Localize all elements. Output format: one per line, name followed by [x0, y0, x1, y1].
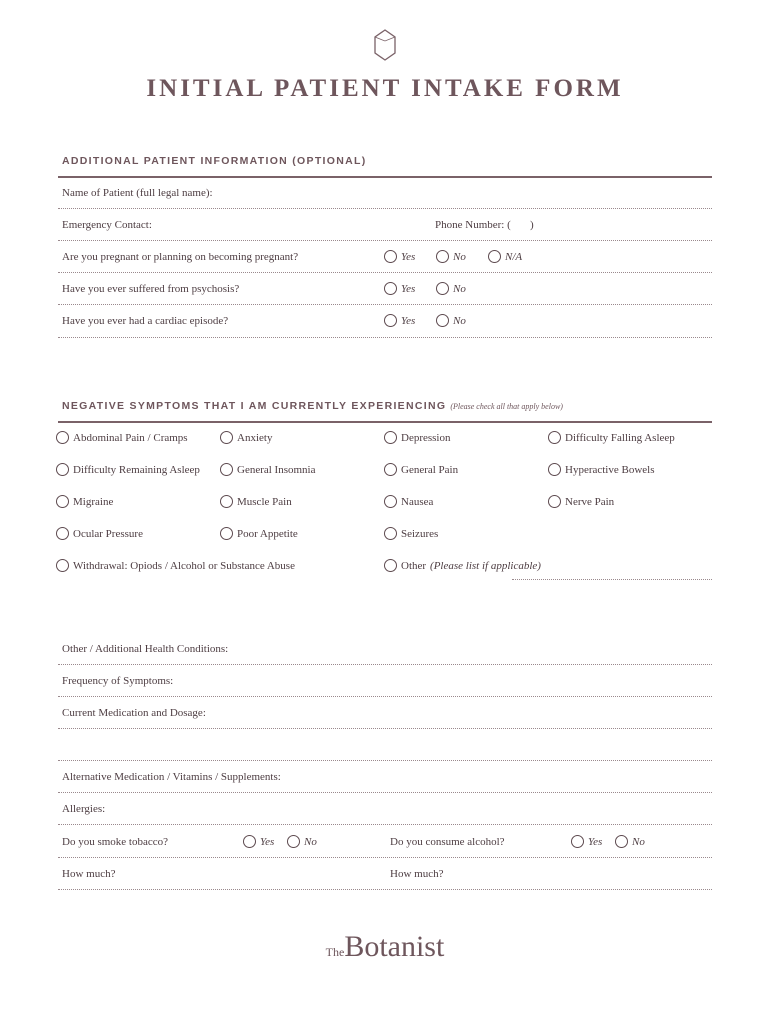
psychosis-question: Have you ever suffered from psychosis? — [62, 283, 240, 295]
checkbox-circle-icon — [548, 463, 561, 476]
symptom-muscle-pain[interactable]: Muscle Pain — [220, 495, 292, 508]
frequency-label: Frequency of Symptoms: — [62, 675, 174, 687]
brand-the: The — [325, 945, 345, 959]
cardiac-no-option[interactable]: No — [436, 314, 466, 327]
symptom-withdrawal[interactable]: Withdrawal: Opiods / Alcohol or Substance Abuse — [56, 559, 295, 572]
checkbox-circle-icon — [56, 559, 69, 572]
radio-circle-icon — [571, 835, 584, 848]
checkbox-circle-icon — [220, 463, 233, 476]
symptom-general-insomnia[interactable]: General Insomnia — [220, 463, 316, 476]
symptom-abdominal-pain[interactable]: Abdominal Pain / Cramps — [56, 431, 188, 444]
checkbox-circle-icon — [384, 559, 397, 572]
divider — [58, 272, 712, 273]
checkbox-circle-icon — [384, 495, 397, 508]
checkbox-circle-icon — [384, 431, 397, 444]
form-title: INITIAL PATIENT INTAKE FORM — [146, 75, 624, 102]
medication-field[interactable] — [58, 728, 712, 729]
checkbox-circle-icon — [548, 431, 561, 444]
divider — [58, 337, 712, 338]
patient-name-field[interactable] — [58, 208, 712, 209]
checkbox-circle-icon — [220, 431, 233, 444]
other-note: (Please list if applicable) — [430, 559, 541, 572]
smoke-no-option[interactable]: No — [287, 835, 317, 848]
symptoms-note: (Please check all that apply below) — [450, 402, 563, 411]
section-rule — [58, 421, 712, 423]
radio-circle-icon — [488, 250, 501, 263]
other-symptom-field[interactable] — [512, 579, 712, 580]
divider — [58, 857, 712, 858]
alcohol-yes-option[interactable]: Yes — [571, 835, 602, 848]
other-conditions-field[interactable] — [58, 664, 712, 665]
cardiac-yes-option[interactable]: Yes — [384, 314, 415, 327]
radio-circle-icon — [243, 835, 256, 848]
radio-circle-icon — [384, 314, 397, 327]
phone-number-label: Phone Number: ( ) — [435, 219, 534, 231]
radio-circle-icon — [436, 314, 449, 327]
section-rule — [58, 176, 712, 178]
gem-logo-icon — [372, 28, 398, 62]
medication-field-line-2[interactable] — [58, 760, 712, 761]
section-heading-symptoms: NEGATIVE SYMPTOMS THAT I AM CURRENTLY EXPERIENCING (Please check all that apply below) — [62, 400, 563, 412]
checkbox-circle-icon — [56, 495, 69, 508]
radio-circle-icon — [436, 250, 449, 263]
symptom-migraine[interactable]: Migraine — [56, 495, 113, 508]
symptom-poor-appetite[interactable]: Poor Appetite — [220, 527, 298, 540]
smoke-question: Do you smoke tobacco? — [62, 836, 168, 848]
psychosis-no-option[interactable]: No — [436, 282, 466, 295]
pregnant-no-option[interactable]: No — [436, 250, 466, 263]
other-conditions-label: Other / Additional Health Conditions: — [62, 643, 229, 655]
symptom-general-pain[interactable]: General Pain — [384, 463, 458, 476]
allergies-field[interactable] — [58, 824, 712, 825]
checkbox-circle-icon — [56, 431, 69, 444]
emergency-contact-label: Emergency Contact: — [62, 219, 152, 231]
smoke-yes-option[interactable]: Yes — [243, 835, 274, 848]
alcohol-question: Do you consume alcohol? — [390, 836, 505, 848]
pregnant-question: Are you pregnant or planning on becoming pregnant? — [62, 251, 299, 263]
checkbox-circle-icon — [56, 527, 69, 540]
how-much-field[interactable] — [58, 889, 712, 890]
alcohol-how-much-label: How much? — [390, 868, 444, 880]
symptom-other[interactable]: Other (Please list if applicable) — [384, 559, 541, 572]
symptom-difficulty-remaining-asleep[interactable]: Difficulty Remaining Asleep — [56, 463, 200, 476]
psychosis-yes-option[interactable]: Yes — [384, 282, 415, 295]
section-heading-patient-info: ADDITIONAL PATIENT INFORMATION (OPTIONAL) — [62, 155, 367, 167]
checkbox-circle-icon — [56, 463, 69, 476]
divider — [58, 304, 712, 305]
emergency-contact-field[interactable] — [58, 240, 712, 241]
symptom-nerve-pain[interactable]: Nerve Pain — [548, 495, 614, 508]
checkbox-circle-icon — [220, 495, 233, 508]
checkbox-circle-icon — [384, 463, 397, 476]
patient-name-label: Name of Patient (full legal name): — [62, 187, 213, 199]
brand-logo — [0, 930, 770, 964]
cardiac-question: Have you ever had a cardiac episode? — [62, 315, 229, 327]
radio-circle-icon — [436, 282, 449, 295]
pregnant-na-option[interactable]: N/A — [488, 250, 522, 263]
symptom-anxiety[interactable]: Anxiety — [220, 431, 272, 444]
pregnant-yes-option[interactable]: Yes — [384, 250, 415, 263]
alternative-medication-field[interactable] — [58, 792, 712, 793]
symptom-seizures[interactable]: Seizures — [384, 527, 438, 540]
symptom-nausea[interactable]: Nausea — [384, 495, 433, 508]
symptom-hyperactive-bowels[interactable]: Hyperactive Bowels — [548, 463, 655, 476]
radio-circle-icon — [615, 835, 628, 848]
medication-label: Current Medication and Dosage: — [62, 707, 206, 719]
frequency-field[interactable] — [58, 696, 712, 697]
alcohol-no-option[interactable]: No — [615, 835, 645, 848]
radio-circle-icon — [287, 835, 300, 848]
symptom-difficulty-falling-asleep[interactable]: Difficulty Falling Asleep — [548, 431, 675, 444]
alternative-medication-label: Alternative Medication / Vitamins / Supplements: — [62, 771, 281, 783]
allergies-label: Allergies: — [62, 803, 106, 815]
radio-circle-icon — [384, 250, 397, 263]
symptom-ocular-pressure[interactable]: Ocular Pressure — [56, 527, 143, 540]
brand-name: Botanist — [344, 930, 445, 963]
checkbox-circle-icon — [548, 495, 561, 508]
smoke-how-much-label: How much? — [62, 868, 116, 880]
checkbox-circle-icon — [220, 527, 233, 540]
checkbox-circle-icon — [384, 527, 397, 540]
symptom-depression[interactable]: Depression — [384, 431, 451, 444]
radio-circle-icon — [384, 282, 397, 295]
